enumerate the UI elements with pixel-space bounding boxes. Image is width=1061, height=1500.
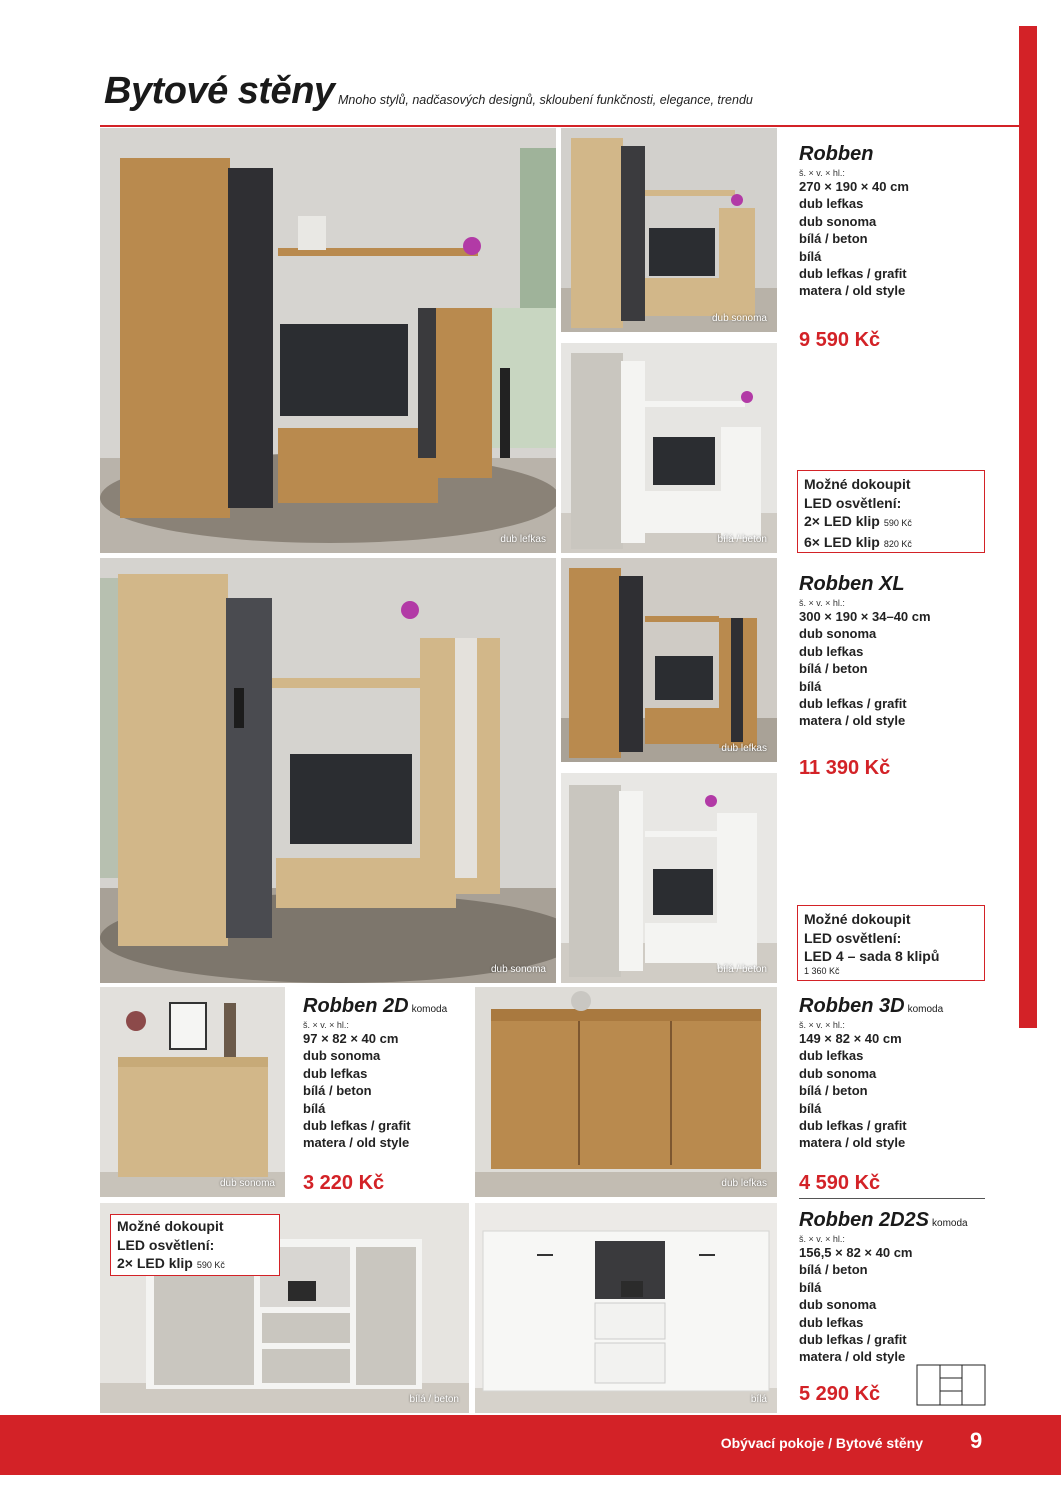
dimension-drawing xyxy=(916,1364,986,1413)
side-accent-bar xyxy=(1019,26,1037,1028)
spec-line: dub sonoma xyxy=(799,1297,877,1313)
spec-line: matera / old style xyxy=(303,1135,410,1151)
product-name: Robben xyxy=(799,143,874,165)
price: 11 390 Kč xyxy=(799,757,891,779)
product-robben-2d xyxy=(303,995,447,1152)
photo-caption: dub lefkas xyxy=(721,743,767,754)
spec-line: 270 × 190 × 40 cm xyxy=(799,179,909,194)
product-type: komoda xyxy=(907,1004,944,1015)
spec-line: bílá xyxy=(799,248,822,264)
spec-line: bílá / beton xyxy=(799,1262,868,1278)
led-option-box xyxy=(110,1214,280,1276)
spec-line: dub lefkas xyxy=(303,1065,368,1081)
product-name: Robben 3D xyxy=(799,995,905,1017)
spec-line: bílá xyxy=(799,678,822,694)
spec-line: bílá / beton xyxy=(303,1083,372,1099)
led-line: LED osvětlení: xyxy=(804,494,902,511)
led-option-box xyxy=(797,905,985,981)
photo-robben-xl-lefkas xyxy=(561,558,777,762)
led-line: 2× LED klip xyxy=(117,1255,193,1271)
spec-line: matera / old style xyxy=(799,1135,906,1151)
page-subtitle: Mnoho stylů, nadčasových designů, skloubení funkčnosti, elegance, trendu xyxy=(338,93,753,107)
spec-line: matera / old style xyxy=(799,713,906,729)
price: 5 290 Kč xyxy=(799,1383,881,1405)
led-line: LED 4 – sada 8 klipů xyxy=(804,948,940,964)
product-robben xyxy=(799,143,909,300)
photo-caption: bílá / beton xyxy=(409,1394,459,1405)
led-line: Možné dokoupit xyxy=(804,911,911,927)
photo-caption: dub sonoma xyxy=(219,1178,275,1189)
dimensions-label: š. × v. × hl.: xyxy=(799,598,845,608)
spec-line: dub lefkas xyxy=(799,643,864,659)
product-name: Robben 2D2S xyxy=(799,1209,930,1231)
photo-robben-beton xyxy=(561,343,777,553)
product-name: Robben XL xyxy=(799,573,905,595)
spec-line: 149 × 82 × 40 cm xyxy=(799,1031,902,1046)
led-line: 6× LED klip xyxy=(804,533,880,550)
photo-robben-xl-beton xyxy=(561,773,777,983)
photo-robben-2d-sonoma xyxy=(100,987,285,1197)
led-price: 590 Kč xyxy=(883,518,912,528)
divider xyxy=(799,1198,985,1199)
price: 3 220 Kč xyxy=(303,1172,385,1194)
spec-line: bílá / beton xyxy=(799,661,868,677)
spec-line: dub lefkas xyxy=(799,1314,864,1330)
price: 4 590 Kč xyxy=(799,1172,881,1194)
led-line: LED osvětlení: xyxy=(117,1236,215,1253)
led-price: 1 360 Kč xyxy=(804,965,840,976)
product-robben-2d2s xyxy=(799,1209,968,1366)
led-line: 2× LED klip xyxy=(804,513,880,529)
spec-line: dub lefkas / grafit xyxy=(303,1118,411,1134)
footer-section: Obývací pokoje / Bytové stěny xyxy=(720,1435,923,1451)
led-price: 590 Kč xyxy=(196,1260,225,1270)
dimensions-label: š. × v. × hl.: xyxy=(799,168,845,178)
led-option-box xyxy=(797,470,985,553)
header-rule xyxy=(100,125,1019,127)
photo-caption: dub lefkas xyxy=(500,534,546,545)
spec-line: dub sonoma xyxy=(799,1065,877,1081)
spec-line: matera / old style xyxy=(799,1349,906,1365)
led-line: Možné dokoupit xyxy=(804,476,911,492)
spec-line: dub lefkas / grafit xyxy=(799,1332,907,1348)
product-type: komoda xyxy=(411,1004,448,1015)
dimensions-label: š. × v. × hl.: xyxy=(799,1020,845,1030)
photo-caption: bílá xyxy=(750,1394,767,1405)
spec-line: dub sonoma xyxy=(303,1048,381,1064)
photo-caption: bílá / beton xyxy=(717,534,767,545)
spec-line: 300 × 190 × 34–40 cm xyxy=(799,609,931,624)
spec-line: bílá / beton xyxy=(799,231,868,247)
spec-line: dub lefkas / grafit xyxy=(799,696,907,712)
led-line: LED osvětlení: xyxy=(804,929,902,946)
spec-line: bílá xyxy=(799,1279,822,1295)
led-line: Možné dokoupit xyxy=(117,1218,224,1234)
spec-line: dub lefkas xyxy=(799,1048,864,1064)
product-name: Robben 2D xyxy=(303,995,409,1017)
spec-line: dub lefkas / grafit xyxy=(799,1118,907,1134)
photo-caption: bílá / beton xyxy=(717,964,767,975)
photo-caption: dub sonoma xyxy=(711,313,767,324)
spec-line: 156,5 × 82 × 40 cm xyxy=(799,1245,913,1260)
dimensions-label: š. × v. × hl.: xyxy=(799,1234,845,1244)
spec-line: bílá xyxy=(799,1100,822,1116)
spec-line: dub sonoma xyxy=(799,213,877,229)
photo-robben-2d2s-white xyxy=(475,1203,777,1413)
photo-caption: dub lefkas xyxy=(721,1178,767,1189)
dimensions-label: š. × v. × hl.: xyxy=(303,1020,349,1030)
spec-line: bílá xyxy=(303,1100,326,1116)
spec-line: dub sonoma xyxy=(799,626,877,642)
spec-line: dub lefkas / grafit xyxy=(799,266,907,282)
photo-robben-lefkas xyxy=(100,128,556,553)
spec-line: dub lefkas xyxy=(799,196,864,212)
price: 9 590 Kč xyxy=(799,329,881,351)
photo-robben-3d-lefkas xyxy=(475,987,777,1197)
spec-line: 97 × 82 × 40 cm xyxy=(303,1031,399,1046)
spec-line: matera / old style xyxy=(799,283,906,299)
photo-robben-sonoma xyxy=(561,128,777,332)
led-price: 820 Kč xyxy=(883,538,912,549)
page-number: 9 xyxy=(970,1428,983,1453)
product-robben-xl xyxy=(799,573,931,730)
page-title: Bytové stěny xyxy=(104,70,335,112)
product-robben-3d xyxy=(799,995,943,1152)
photo-robben-xl-sonoma xyxy=(100,558,556,983)
photo-caption: dub sonoma xyxy=(490,964,546,975)
product-type: komoda xyxy=(932,1218,968,1229)
spec-line: bílá / beton xyxy=(799,1083,868,1099)
